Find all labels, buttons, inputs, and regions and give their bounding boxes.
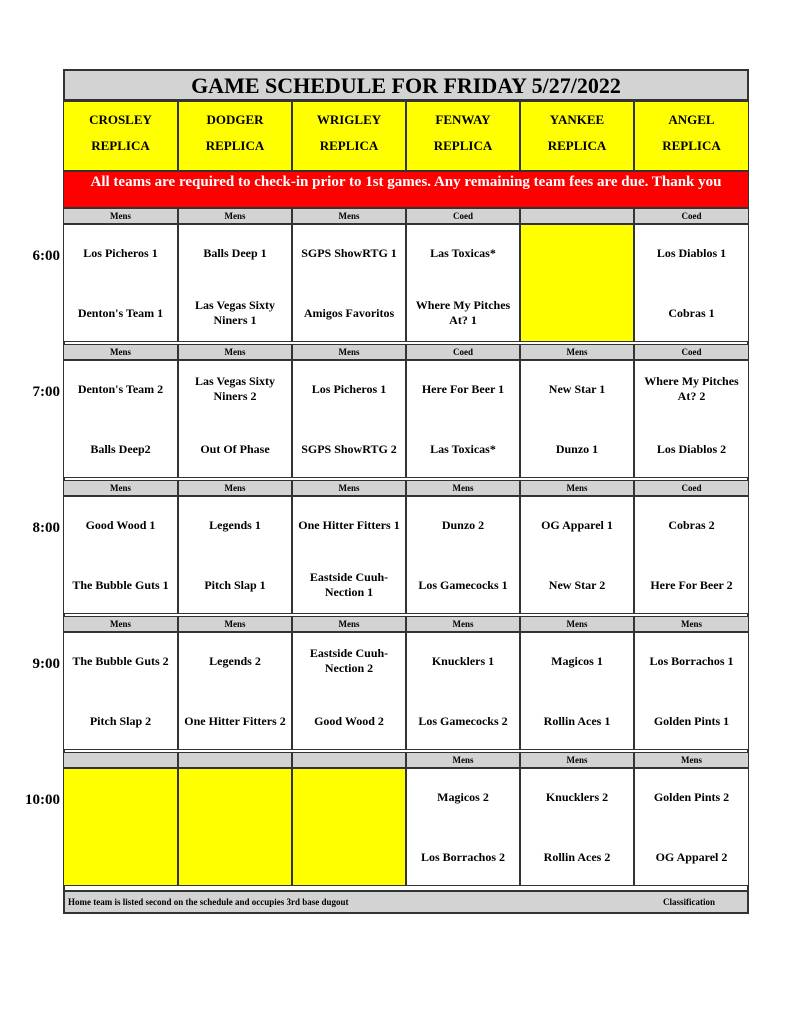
visiting-team: OG Apparel 1 [541, 517, 613, 532]
game-slot [178, 632, 292, 750]
game-slot [63, 496, 178, 614]
classification-cell: Coed [634, 344, 749, 360]
footer-note: Home team is listed second on the schedule and occupies 3rd base dugout [68, 897, 349, 907]
home-team: Out Of Phase [200, 441, 270, 456]
visiting-team: Legends 2 [209, 653, 261, 668]
classification-cell: Mens [178, 208, 292, 224]
field-subtitle: REPLICA [205, 138, 265, 153]
visiting-team: Balls Deep 1 [203, 245, 267, 260]
game-slot [520, 496, 634, 614]
visiting-team: Denton's Team 2 [77, 381, 164, 396]
field-name: DODGER [206, 112, 264, 127]
classification-cell [520, 208, 634, 224]
classification-cell: Mens [178, 480, 292, 496]
game-slot [178, 496, 292, 614]
classification-cell: Mens [634, 752, 749, 768]
home-team: Where My Pitches At? 1 [415, 298, 511, 327]
classification-cell [178, 752, 292, 768]
home-team: Good Wood 2 [314, 713, 384, 728]
game-slot [178, 224, 292, 342]
field-subtitle: REPLICA [433, 138, 493, 153]
game-slot [520, 632, 634, 750]
home-team: The Bubble Guts 1 [72, 577, 169, 592]
classification-cell: Mens [178, 344, 292, 360]
empty-slot [63, 768, 178, 886]
field-header-2 [292, 101, 406, 171]
field-name: ANGEL [668, 112, 715, 127]
game-slot [406, 496, 520, 614]
time-label: 7:00 [32, 384, 60, 400]
visiting-team: Los Diablos 1 [656, 245, 727, 260]
game-slot [406, 224, 520, 342]
field-header-0 [63, 101, 178, 171]
visiting-team: Magicos 1 [551, 653, 603, 668]
visiting-team: Los Picheros 1 [311, 381, 387, 396]
field-name: YANKEE [549, 112, 605, 127]
field-subtitle: REPLICA [91, 138, 150, 153]
visiting-team: Eastside Cuuh-Nection 2 [309, 646, 389, 675]
classification-cell: Mens [520, 480, 634, 496]
classification-cell: Coed [406, 344, 520, 360]
field-subtitle: REPLICA [662, 138, 721, 153]
classification-cell: Mens [292, 208, 406, 224]
classification-cell: Mens [292, 344, 406, 360]
home-team: Los Gamecocks 2 [418, 713, 508, 728]
home-team: Here For Beer 2 [650, 577, 733, 592]
visiting-team: Los Picheros 1 [83, 245, 158, 260]
classification-cell: Mens [406, 480, 520, 496]
visiting-team: Dunzo 2 [441, 517, 485, 532]
home-team: Rollin Aces 1 [543, 713, 611, 728]
field-name: FENWAY [435, 112, 491, 127]
game-slot [63, 224, 178, 342]
game-slot [634, 632, 749, 750]
home-team: Los Borrachos 2 [421, 849, 505, 864]
home-team: SGPS ShowRTG 2 [301, 441, 397, 456]
visiting-team: SGPS ShowRTG 1 [301, 245, 397, 260]
classification-cell: Mens [292, 616, 406, 632]
field-header-1 [178, 101, 292, 171]
visiting-team: Good Wood 1 [85, 517, 156, 532]
home-team: Eastside Cuuh-Nection 1 [309, 570, 389, 599]
notice-banner: All teams are required to check-in prior to 1st games. Any remaining team fees are due. Thank you [63, 171, 749, 208]
time-label: 6:00 [32, 248, 60, 264]
field-header-5 [634, 101, 749, 171]
game-slot [634, 224, 749, 342]
classification-cell [292, 752, 406, 768]
visiting-team: Knucklers 1 [431, 653, 495, 668]
game-slot [406, 632, 520, 750]
game-slot [63, 632, 178, 750]
empty-slot [178, 768, 292, 886]
visiting-team: New Star 1 [548, 381, 606, 396]
home-team: One Hitter Fitters 2 [184, 713, 286, 728]
visiting-team: Las Vegas Sixty Niners 2 [194, 374, 276, 403]
classification-cell: Mens [520, 752, 634, 768]
visiting-team: Magicos 2 [437, 789, 489, 804]
home-team: Denton's Team 1 [77, 305, 164, 320]
field-header-4 [520, 101, 634, 171]
game-slot [292, 360, 406, 478]
classification-cell: Mens [406, 752, 520, 768]
visiting-team: Las Toxicas* [430, 245, 496, 260]
visiting-team: Los Borrachos 1 [649, 653, 734, 668]
game-slot [292, 496, 406, 614]
game-slot [634, 360, 749, 478]
visiting-team: Where My Pitches At? 2 [644, 374, 739, 403]
field-subtitle: REPLICA [319, 138, 379, 153]
home-team: Pitch Slap 2 [89, 713, 152, 728]
classification-cell: Mens [63, 344, 178, 360]
classification-cell: Mens [520, 616, 634, 632]
time-label: 10:00 [25, 792, 60, 808]
game-slot [178, 360, 292, 478]
game-slot [63, 360, 178, 478]
footer-bar [63, 890, 749, 914]
home-team: Dunzo 1 [555, 441, 599, 456]
home-team: Las Vegas Sixty Niners 1 [194, 298, 276, 327]
game-slot [634, 768, 749, 886]
visiting-team: The Bubble Guts 2 [72, 653, 169, 668]
home-team: Las Toxicas* [430, 441, 496, 456]
home-team: Golden Pints 1 [653, 713, 730, 728]
home-team: Rollin Aces 2 [543, 849, 611, 864]
visiting-team: Cobras 2 [668, 517, 715, 532]
classification-cell: Mens [292, 480, 406, 496]
game-slot [520, 360, 634, 478]
empty-slot [520, 224, 634, 342]
home-team: Los Diablos 2 [656, 441, 727, 456]
home-team: Balls Deep2 [90, 441, 151, 456]
field-header-3 [406, 101, 520, 171]
time-label: 9:00 [32, 656, 60, 672]
classification-cell: Mens [634, 616, 749, 632]
classification-cell: Mens [520, 344, 634, 360]
visiting-team: Knucklers 2 [545, 789, 609, 804]
visiting-team: Legends 1 [209, 517, 261, 532]
classification-cell: Mens [63, 480, 178, 496]
classification-cell: Coed [634, 208, 749, 224]
home-team: Amigos Favoritos [303, 305, 395, 320]
empty-slot [292, 768, 406, 886]
visiting-team: Golden Pints 2 [653, 789, 730, 804]
home-team: OG Apparel 2 [655, 849, 728, 864]
page-title: GAME SCHEDULE FOR FRIDAY 5/27/2022 [63, 69, 749, 101]
visiting-team: One Hitter Fitters 1 [298, 517, 400, 532]
time-label: 8:00 [32, 520, 60, 536]
home-team: New Star 2 [548, 577, 606, 592]
field-name: CROSLEY [89, 112, 152, 127]
visiting-team: Here For Beer 1 [421, 381, 505, 396]
classification-cell: Mens [63, 208, 178, 224]
classification-cell: Mens [178, 616, 292, 632]
classification-cell: Coed [634, 480, 749, 496]
home-team: Pitch Slap 1 [204, 577, 266, 592]
classification-cell: Coed [406, 208, 520, 224]
classification-label: Classification [663, 897, 716, 907]
classification-cell: Mens [63, 616, 178, 632]
game-slot [634, 496, 749, 614]
game-slot [292, 224, 406, 342]
game-slot [520, 768, 634, 886]
home-team: Los Gamecocks 1 [418, 577, 508, 592]
field-name: WRIGLEY [316, 112, 382, 127]
home-team: Cobras 1 [668, 305, 715, 320]
field-subtitle: REPLICA [547, 138, 607, 153]
game-slot [292, 632, 406, 750]
classification-cell [63, 752, 178, 768]
game-slot [406, 768, 520, 886]
classification-cell: Mens [406, 616, 520, 632]
game-slot [406, 360, 520, 478]
